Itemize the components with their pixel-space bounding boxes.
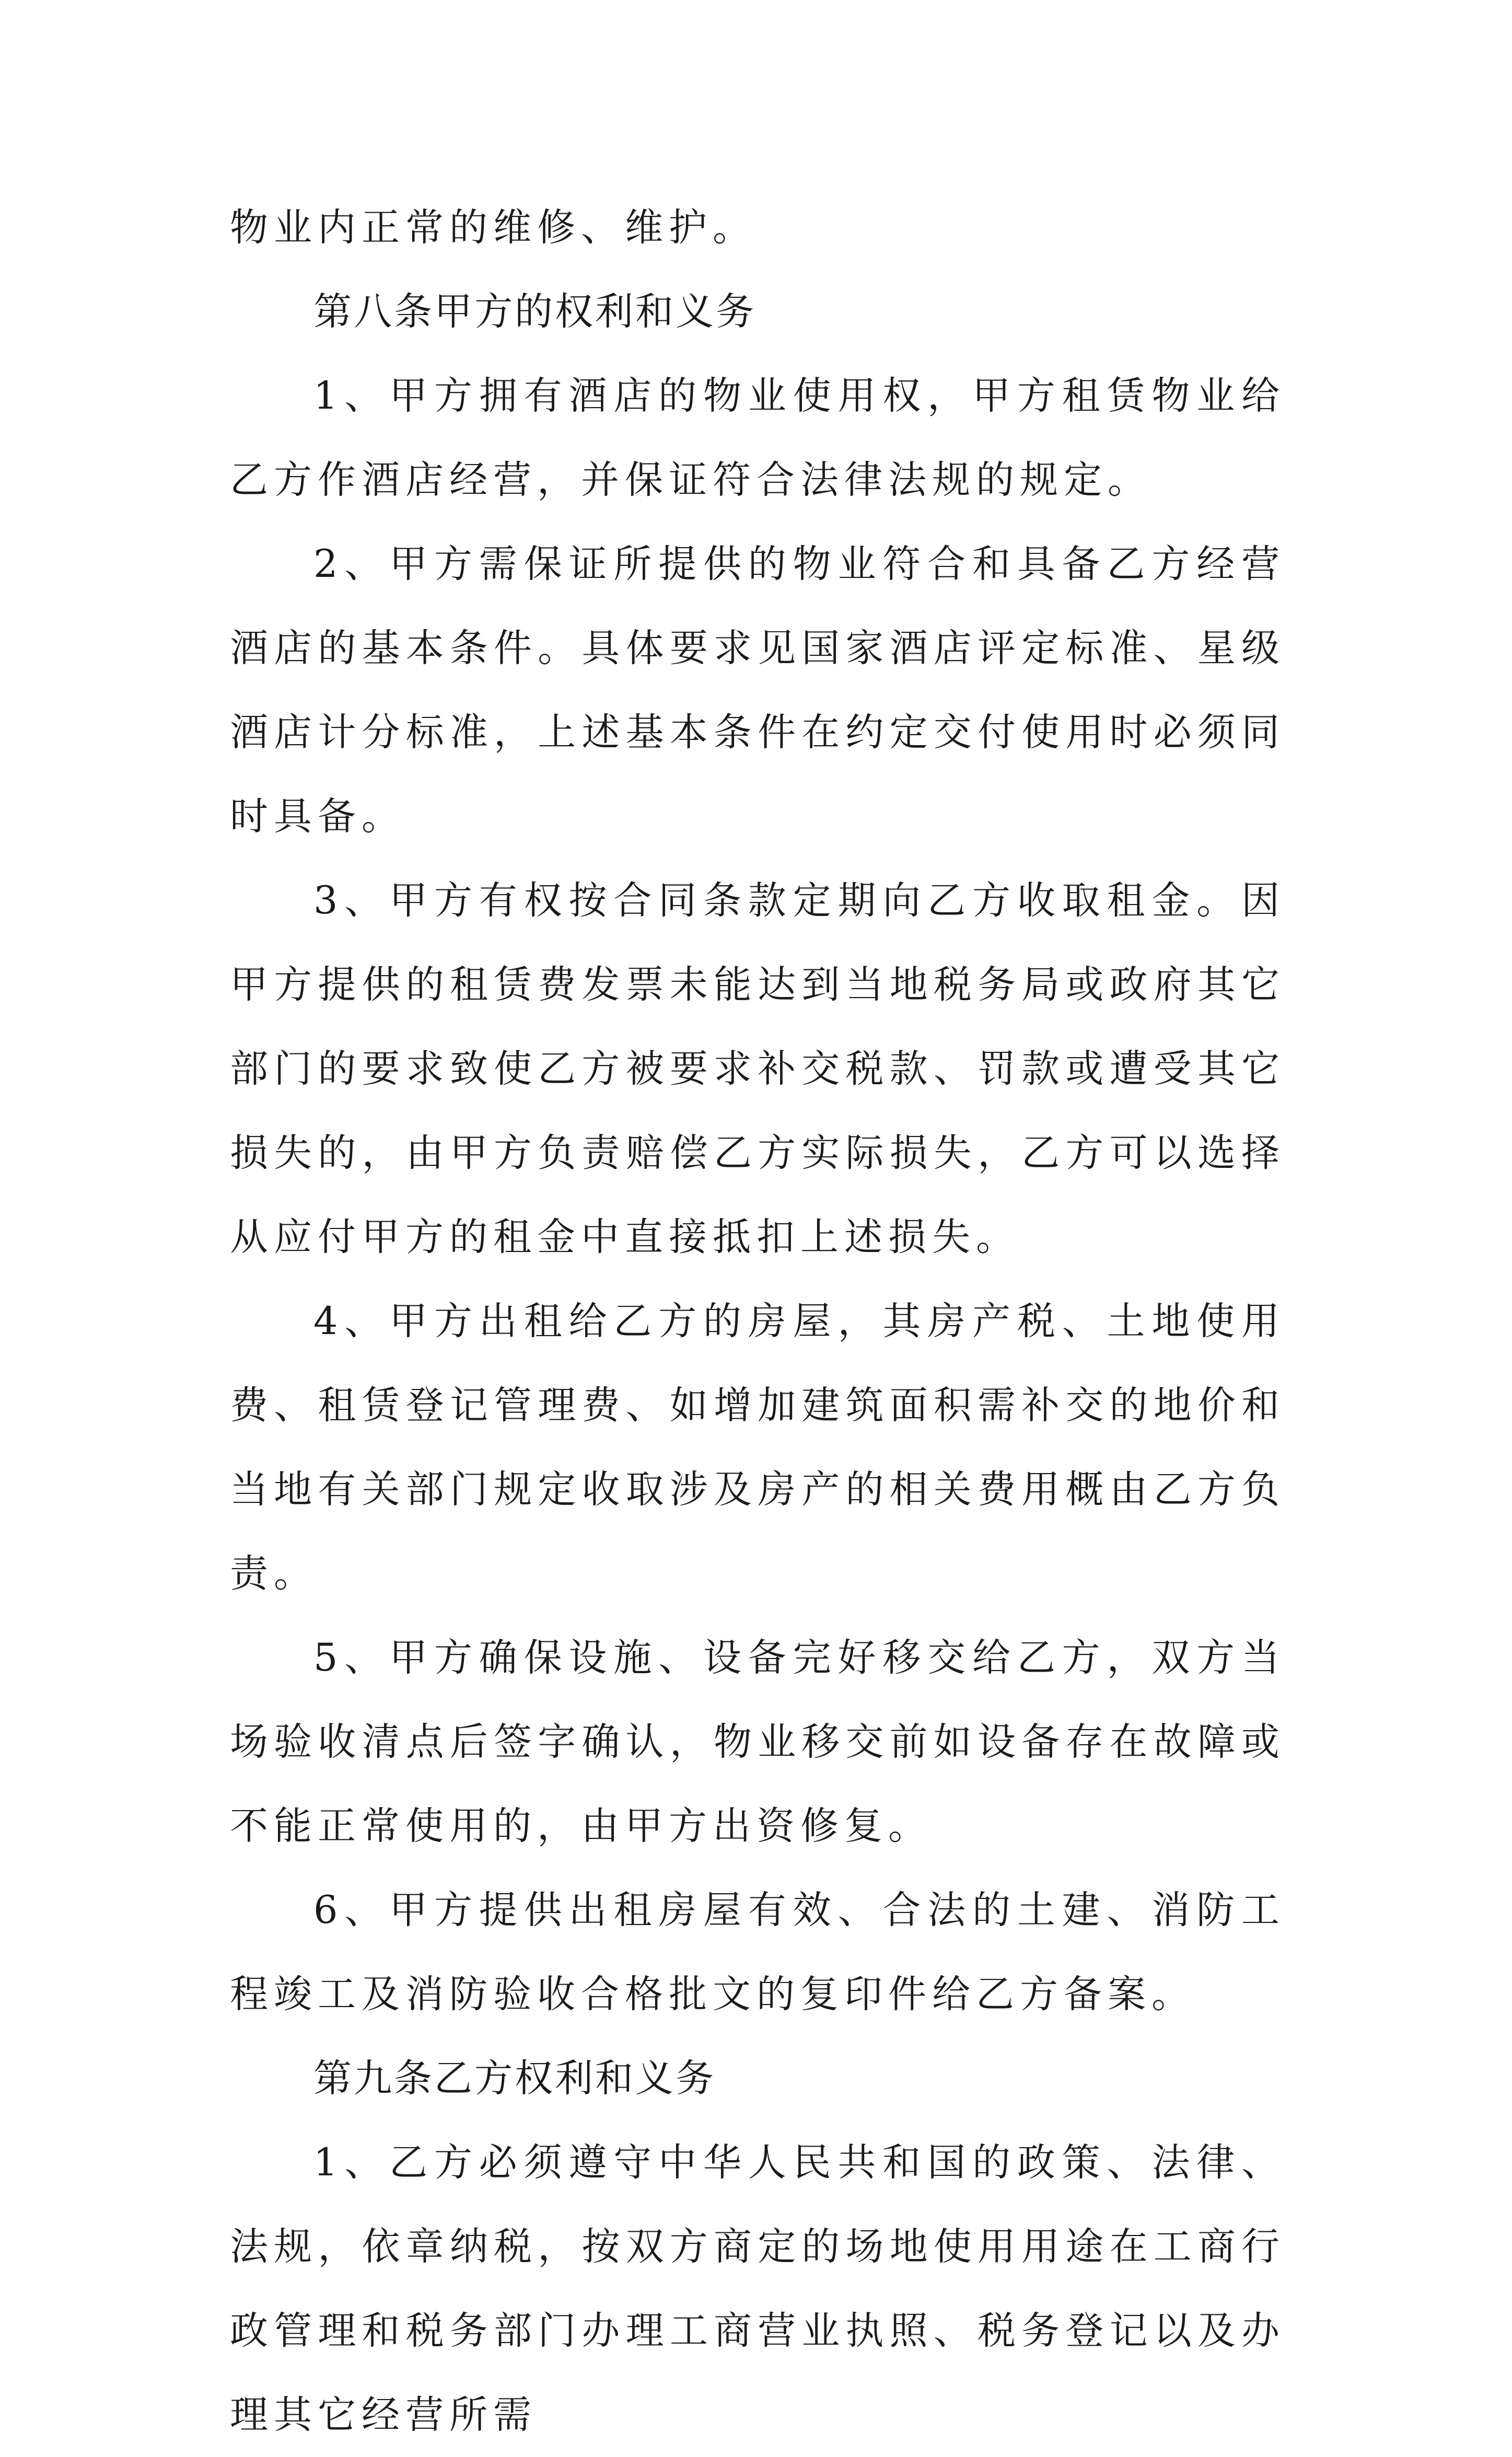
paragraph-article-9-item-1: 1、乙方必须遵守中华人民共和国的政策、法律、法规，依章纳税，按双方商定的场地使用用途在工商行政管理和税务部门办理工商营业执照、税务登记以及办理其它经营所需 [230, 2140, 1285, 2437]
section-heading-article-8: 第八条甲方的权利和义务 [313, 289, 756, 334]
paragraph-article-8-item-3: 3、甲方有权按合同条款定期向乙方收取租金。因甲方提供的租赁费发票未能达到当地税务局或政府其它部门的要求致使乙方被要求补交税款、罚款或遭受其它损失的，由甲方负责赔偿乙方实际损失，乙方可以选择从应付甲方的租金中直接抵扣上述损失。 [230, 878, 1285, 1259]
paragraph-article-8-item-2: 2、甲方需保证所提供的物业符合和具备乙方经营酒店的基本条件。具体要求见国家酒店评定标准、星级酒店计分标准，上述基本条件在约定交付使用时必须同时具备。 [230, 542, 1285, 839]
paragraph-article-8-item-1: 1、甲方拥有酒店的物业使用权，甲方租赁物业给乙方作酒店经营，并保证符合法律法规的规定。 [230, 374, 1285, 502]
document-body [230, 186, 1285, 2457]
paragraph-article-8-item-6: 6、甲方提供出租房屋有效、合法的土建、消防工程竣工及消防验收合格批文的复印件给乙方备案。 [230, 1888, 1285, 2016]
paragraph-continuation: 物业内正常的维修、维护。 [230, 205, 757, 250]
paragraph-article-8-item-5: 5、甲方确保设施、设备完好移交给乙方，双方当场验收清点后签字确认，物业移交前如设备存在故障或不能正常使用的，由甲方出资修复。 [230, 1636, 1285, 1848]
section-heading-article-9: 第九条乙方权利和义务 [313, 2056, 716, 2101]
paragraph-article-8-item-4: 4、甲方出租给乙方的房屋，其房产税、土地使用费、租赁登记管理费、如增加建筑面积需补交的地价和当地有关部门规定收取涉及房产的相关费用概由乙方负责。 [230, 1299, 1285, 1596]
